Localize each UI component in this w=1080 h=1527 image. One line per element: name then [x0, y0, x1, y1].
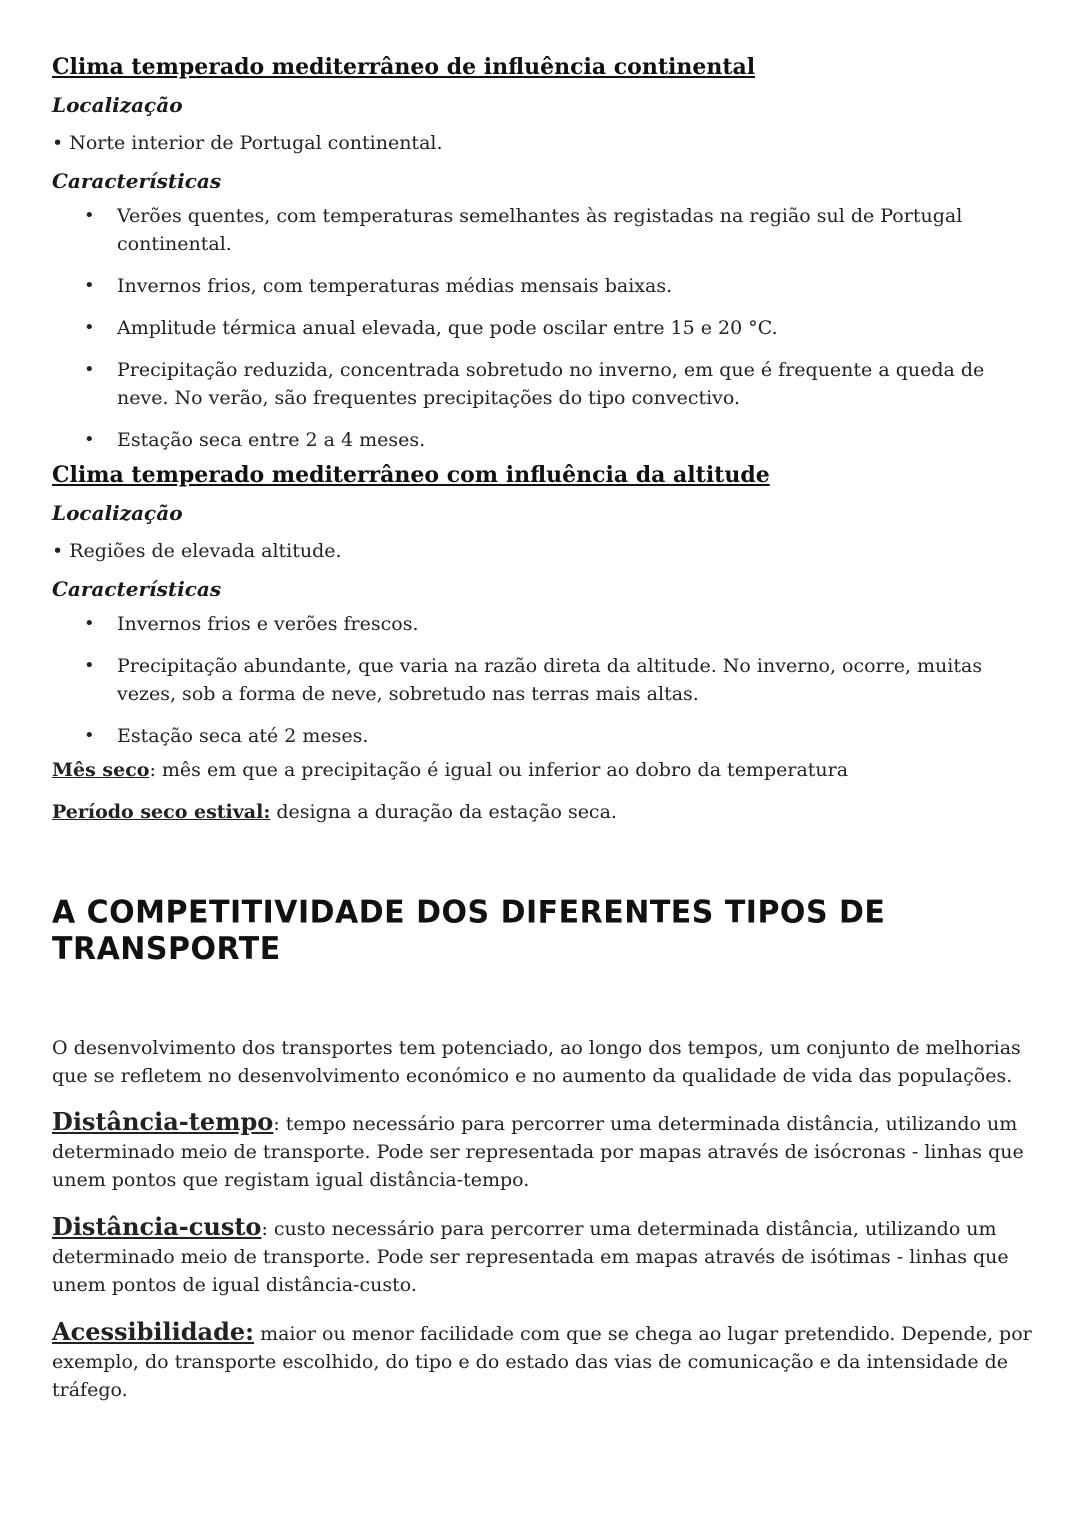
characteristics-label: Características — [52, 577, 222, 601]
definition-term: Distância-tempo — [52, 1107, 274, 1136]
characteristics-list — [52, 610, 1032, 750]
definition-dry-month — [52, 756, 1032, 784]
list-item: • Invernos frios e verões frescos. — [52, 610, 1032, 638]
definition-time-distance — [52, 1108, 1032, 1194]
definition-text: : custo necessário para percorrer uma determinada distância, utilizando um determinado meio de transporte. Pode ser representada em mapas através de isótimas - linhas que unem pontos de igual distância-custo. — [52, 1218, 1009, 1296]
location-label: Localização — [52, 501, 183, 525]
definition-cost-distance — [52, 1213, 1032, 1299]
definition-text: : mês em que a precipitação é igual ou inferior ao dobro da temperatura — [149, 759, 849, 781]
definition-text: maior ou menor facilidade com que se chega ao lugar pretendido. Depende, por exemplo, do transporte escolhido, do tipo e do estado das vias de comunicação e da intensidade de tráfego. — [52, 1323, 1032, 1401]
list-item: • Amplitude térmica anual elevada, que pode oscilar entre 15 e 20 °C. — [52, 314, 1032, 342]
section-title-transport: A COMPETITIVIDADE DOS DIFERENTES TIPOS DE TRANSPORTE — [52, 894, 886, 968]
list-item: • Verões quentes, com temperaturas semelhantes às registadas na região sul de Portugal continental. — [52, 202, 1032, 258]
list-item: • Estação seca entre 2 a 4 meses. — [52, 426, 1032, 454]
document-page — [52, 50, 1032, 1423]
list-item: • Precipitação abundante, que varia na razão direta da altitude. No inverno, ocorre, muitas vezes, sob a forma de neve, sobretudo nas terras mais altas. — [52, 652, 1032, 708]
intro-paragraph: O desenvolvimento dos transportes tem potenciado, ao longo dos tempos, um conjunto de melhorias que se refletem no desenvolvimento económico e no aumento da qualidade de vida das populações. — [52, 1037, 1021, 1087]
section-title-continental: Clima temperado mediterrâneo de influência continental — [52, 54, 756, 80]
location-text: • Norte interior de Portugal continental. — [52, 132, 443, 154]
definition-text: designa a duração da estação seca. — [270, 801, 617, 823]
section-title-altitude: Clima temperado mediterrâneo com influência da altitude — [52, 462, 770, 488]
list-item: • Precipitação reduzida, concentrada sobretudo no inverno, em que é frequente a queda de neve. No verão, são frequentes precipitações do tipo convectivo. — [52, 356, 1032, 412]
location-text: • Regiões de elevada altitude. — [52, 540, 342, 562]
definition-term: Acessibilidade: — [52, 1317, 255, 1346]
definition-text: : tempo necessário para percorrer uma determinada distância, utilizando um determinado meio de transporte. Pode ser representada por mapas através de isócronas - linhas que unem pontos que registam igual distância-tempo. — [52, 1113, 1024, 1191]
characteristics-label: Características — [52, 169, 222, 193]
definition-term: Distância-custo — [52, 1212, 262, 1241]
definition-term: Período seco estival: — [52, 801, 271, 823]
characteristics-list — [52, 202, 1032, 454]
list-item: • Estação seca até 2 meses. — [52, 722, 1032, 750]
location-label: Localização — [52, 93, 183, 117]
list-item: • Invernos frios, com temperaturas médias mensais baixas. — [52, 272, 1032, 300]
definition-accessibility — [52, 1318, 1032, 1404]
definition-term: Mês seco — [52, 759, 150, 781]
definition-dry-period — [52, 798, 1032, 826]
